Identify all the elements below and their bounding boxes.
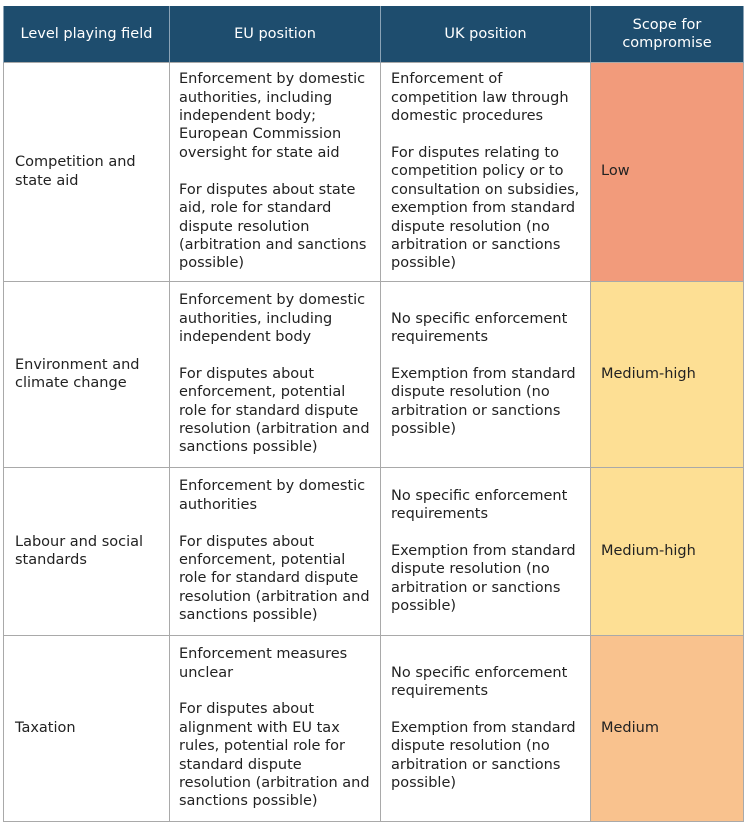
level-playing-field-table — [3, 6, 744, 822]
uk-position-cell — [381, 62, 591, 281]
scope-cell: Low — [591, 62, 744, 281]
comparison-table-frame — [3, 6, 743, 821]
header-eu-position: EU position — [170, 6, 381, 62]
uk-paragraph: Exemption from standard dispute resolution (no arbitration or sanctions possible) — [391, 542, 576, 614]
eu-paragraph: Enforcement by domestic authorities, including independent body — [179, 292, 366, 345]
scope-cell: Medium-high — [591, 281, 744, 467]
uk-position-cell — [381, 635, 591, 821]
uk-position-cell — [381, 281, 591, 467]
scope-cell: Medium — [591, 635, 744, 821]
field-cell: Competition and state aid — [4, 62, 170, 281]
eu-paragraph: For disputes about alignment with EU tax rules, potential role for standard dispute resolution (arbitration and sanctions possible) — [179, 701, 370, 810]
uk-paragraph: Exemption from standard dispute resolution (no arbitration or sanctions possible) — [391, 719, 576, 791]
table-row — [4, 62, 744, 281]
uk-paragraph: No specific enforcement requirements — [391, 487, 568, 522]
table-row — [4, 635, 744, 821]
eu-position-cell — [170, 635, 381, 821]
header-uk-position: UK position — [381, 6, 591, 62]
eu-position-cell — [170, 467, 381, 635]
uk-paragraph: Exemption from standard dispute resolution (no arbitration or sanctions possible) — [391, 365, 576, 437]
table-row — [4, 467, 744, 635]
eu-position-cell — [170, 62, 381, 281]
eu-paragraph: For disputes about enforcement, potential role for standard dispute resolution (arbitration and sanctions possible) — [179, 533, 370, 624]
uk-paragraph: For disputes relating to competition policy or to consultation on subsidies, exemption from standard dispute resolution (no arbitration or sanctions possible) — [391, 144, 580, 272]
uk-position-cell — [381, 467, 591, 635]
header-scope-for-compromise: Scope for compromise — [591, 6, 744, 62]
uk-paragraph: Enforcement of competition law through domestic procedures — [391, 71, 569, 125]
eu-paragraph: Enforcement by domestic authorities — [179, 478, 366, 513]
eu-paragraph: For disputes about enforcement, potential role for standard dispute resolution (arbitration and sanctions possible) — [179, 365, 370, 456]
header-level-playing-field: Level playing field — [4, 6, 170, 62]
field-cell: Taxation — [4, 635, 170, 821]
header-row — [4, 6, 744, 62]
eu-paragraph: Enforcement by domestic authorities, including independent body; European Commission oversight for state aid — [179, 71, 366, 161]
table-row — [4, 281, 744, 467]
eu-position-cell — [170, 281, 381, 467]
field-cell: Labour and social standards — [4, 467, 170, 635]
uk-paragraph: No specific enforcement requirements — [391, 310, 568, 345]
eu-paragraph: Enforcement measures unclear — [179, 646, 348, 681]
uk-paragraph: No specific enforcement requirements — [391, 664, 568, 699]
eu-paragraph: For disputes about state aid, role for standard dispute resolution (arbitration and sanctions possible) — [179, 181, 367, 272]
scope-cell: Medium-high — [591, 467, 744, 635]
field-cell: Environment and climate change — [4, 281, 170, 467]
